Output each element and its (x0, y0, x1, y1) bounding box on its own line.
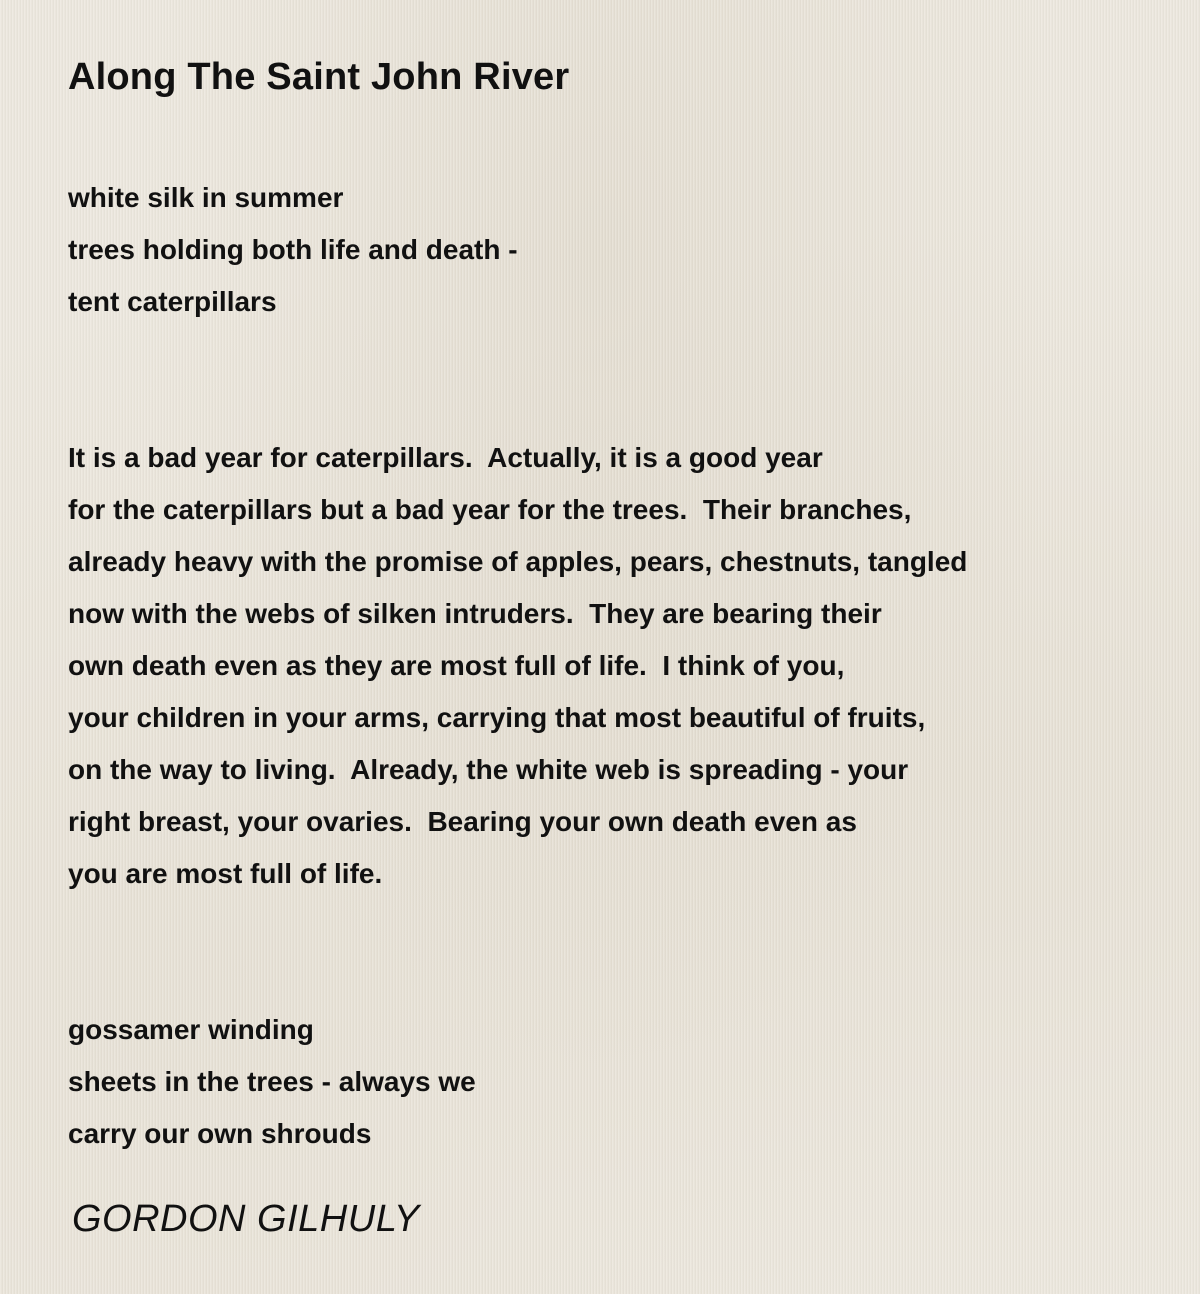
poem-line: white silk in summer (68, 182, 344, 213)
poem-line: right breast, your ovaries. Bearing your own death even as (68, 806, 857, 837)
stanza-2 (68, 432, 1168, 900)
poem-line: own death even as they are most full of life. I think of you, (68, 650, 845, 681)
poem-line: for the caterpillars but a bad year for the trees. Their branches, (68, 494, 912, 525)
poem-line: carry our own shrouds (68, 1118, 372, 1149)
poem-title: Along The Saint John River (68, 56, 570, 98)
poem-line: trees holding both life and death - (68, 234, 518, 265)
poem-line: tent caterpillars (68, 286, 277, 317)
poem-line: It is a bad year for caterpillars. Actually, it is a good year (68, 442, 823, 473)
poem-line: already heavy with the promise of apples, pears, chestnuts, tangled (68, 546, 968, 577)
stanza-1 (68, 172, 1168, 328)
poem-line: you are most full of life. (68, 858, 383, 889)
poem-line: your children in your arms, carrying that most beautiful of fruits, (68, 702, 926, 733)
poem-line: on the way to living. Already, the white web is spreading - your (68, 754, 909, 785)
poem-line: sheets in the trees - always we (68, 1066, 476, 1097)
stanza-3 (68, 1004, 1168, 1160)
poem-line: now with the webs of silken intruders. They are bearing their (68, 598, 882, 629)
poem-line: gossamer winding (68, 1014, 314, 1045)
poem-page (68, 50, 1168, 1160)
author-name: GORDON GILHULY (72, 1198, 420, 1240)
